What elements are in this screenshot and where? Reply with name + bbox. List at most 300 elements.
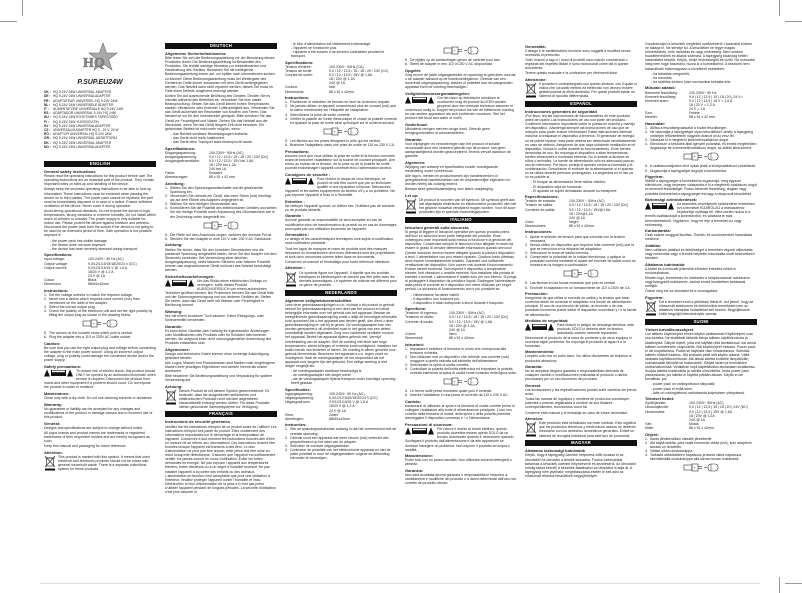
spec-value-line: 100-230V ~ 50Hz (AC) — [569, 199, 605, 204]
section-heading: Attention: — [44, 449, 63, 455]
step-text: Check the polarity of the electronic unit and set the right polarity by fitting the output plug as shown in the drawing below. — [49, 309, 153, 318]
step-text: Ne jamais utiliser un appareil consommant plus de courant (mA) que la valeur mentionnée sur l'étiquette de l'adaptateur. — [290, 104, 397, 113]
paragraph: Avoid strong operational demands. Do not expose the device to high temperatures, strong vibrations or extreme humidity. Do not install within reach of children or animals. The power supply is only suitable for indoor use. Please protect the device against moisture and wetness. Disconnect the power pack from the socket if the device is not going to be used for an extended period of time. Safe operation is not possible anymore if: — [44, 208, 156, 238]
spec-label: Abmessungen: — [165, 175, 189, 180]
column-italiano-espanol-magyar — [525, 42, 637, 479]
spec-label: Kleur: — [285, 412, 295, 417]
spec-label: Szín: — [645, 111, 653, 115]
spec-label: Dimensioni: — [405, 335, 424, 340]
bullet-item: - das Netzteil sichtbare Beschädigungen aufweist, — [171, 131, 249, 136]
electric-shock-warning-icon — [405, 427, 435, 436]
spec-row — [645, 426, 757, 430]
instruction-step — [44, 309, 156, 317]
step-text: Ne használja a tápegységet olyan készülékkel, amely a tápegység címkéjén feltüntetettnél nagyobb áramot (mA) vesz fel. — [650, 129, 753, 138]
paragraph: Conservez ce manuel et l'emballage pour toute référence ultérieure. — [285, 259, 391, 264]
weee-text: Dit product is voorzien van dit symbool. Dit symbool geeft aan dat afgedankte elektrische en elektronische producten niet met het gewone huisafval verwijderd mogen worden. Voor dit soort producten zijn er speciale inzamelingspunten. — [419, 197, 517, 215]
spec-value-line: 24V @ 1A — [689, 417, 706, 422]
paragraph: Le design et les caractéristiques techniques sont sujets à modification sans notification préalable. — [285, 237, 394, 246]
star-logo-icon — [79, 42, 121, 74]
section-heading: Especificaciones: — [525, 194, 559, 200]
paragraph: Ne nettoyer l'appareil qu'avec un chiffon sec. N'utilisez pas de solvants ou de produits abrasifs. — [285, 203, 395, 212]
step-number: 2. — [165, 194, 168, 199]
spec-value-line: 9,0 / 12 / 13,5 / 15V bei 1,6A — [209, 158, 254, 163]
instruction-step — [525, 255, 637, 267]
paragraph: Pulire solo con un panno asciutto. Non utilizzare solventi detergenti o abrasivi. — [405, 458, 513, 467]
step-number: 2. — [44, 296, 47, 301]
step-number: 4. — [645, 142, 648, 147]
spec-row — [645, 99, 757, 111]
section-heading: Yleiset turvallisuusohjeet — [645, 327, 694, 333]
spec-value — [449, 320, 492, 332]
spec-row — [285, 400, 397, 412]
crop-mark — [785, 21, 802, 22]
section-heading: Specificaties: — [285, 387, 311, 393]
instruction-step — [525, 243, 637, 251]
section-heading: Garantie: — [405, 136, 423, 142]
spec-row — [165, 159, 277, 171]
model-name: HQ 9-24V 24W YLEISSOVITIN — [53, 119, 99, 124]
spec-value-line: 9,0 / 12 / 13,5 / 15V @ 1,6A — [329, 73, 373, 78]
section-header: NEDERLANDS — [285, 290, 397, 296]
step-number: 3. — [44, 304, 47, 309]
language-code: DK : — [44, 140, 51, 145]
model-list — [44, 90, 156, 149]
step-text: Nunca utilice un dispositivo que requiera más corriente (mA) que la que se menciona en la etiqueta del adaptador. — [530, 242, 635, 251]
spec-value-line: Zwart — [329, 412, 338, 417]
section-heading: Allgemeines: — [165, 346, 190, 352]
spec-value-line: 9,0 | 12 | 13,5 | 15V @ 1,6A — [689, 409, 733, 414]
bullet-item: - power pack on vahingoittunut näkyvästi; — [651, 382, 716, 387]
language-code: GR : — [44, 136, 51, 141]
step-text: Plug the adapter into a 110 or 230V AC outlet socket. — [49, 335, 132, 340]
instruction-step — [405, 347, 517, 355]
section-heading: Ohjeet: — [645, 431, 659, 437]
spec-value-line: Musta — [689, 421, 699, 426]
spec-value — [689, 410, 732, 422]
step-text: Aseta jännitevalitsin oikealle jännitteelle. — [650, 436, 713, 441]
weee-notice — [405, 198, 517, 215]
spec-value — [689, 115, 715, 119]
model-name: ALIMENTATORE UNIVERSALE HQ 9-24V 24W — [53, 107, 124, 111]
spec-value-line: 100-230V~ 50Hz (AC) — [209, 150, 244, 155]
paragraph: Be sure that you use the right output plug and voltage before connecting the adapter to the main power source. Using an incorrect output voltage, plug or polarity could damage the connected device and/or the power supply. — [44, 346, 156, 363]
step-text: Never use a device which requires more current (mA) than mentioned on the label of the adapter. — [49, 296, 140, 305]
step-number: 1. — [525, 234, 528, 239]
instruction-step — [44, 297, 156, 305]
paragraph: Minden logó, termékmév és márkanév a tulajdonosának márkaneve vagy bejegyzett márkaneve, azokat ennek tiszteletben tartásával említjük. — [645, 276, 751, 289]
step-text: The arrows on the sockets show which pole is central. — [49, 331, 133, 336]
section-header: SUOMI — [645, 319, 757, 325]
step-number: 3. — [285, 443, 288, 448]
paragraph: Es kann keine Garantie oder Haftung für irgendwelche Änderungen oder Modifikationen des Produkts oder für Schäden übernommen werden, die aufgrund einer nicht ordnungsgemäßen Anwendung des Produkts entstanden sind. — [165, 328, 272, 345]
instruction-step — [405, 367, 517, 375]
step-text: Verwenden Sie niemals ein Gerät, das mehr Strom (mA) benötigt, als auf dem Etikett des Adapters angegeben ist. — [170, 194, 272, 203]
warning-text: Para reducir el peligro de descarga eléctrica, este producto SÓLO lo debería abrir un técnico autorizado cuando necesite reparación. Desconecte el producto de la toma de corriente y de otros equipos si ocurriera algún problema. No exponga el producto al agua ni a la humedad. — [525, 323, 635, 348]
step-number: 5. — [44, 331, 47, 336]
step-number: 2. — [405, 354, 408, 359]
spec-value-line: 9,0/12/13,5/15 V @ 1,6 A — [329, 400, 369, 405]
spec-value-line: 24V @ 1A — [569, 215, 586, 220]
spec-value — [88, 282, 109, 286]
section-heading: Généralités : — [285, 232, 310, 238]
plug-polarity-icon — [323, 127, 359, 137]
spec-value-line: 24 V @ 1A — [329, 408, 346, 413]
spec-value — [569, 208, 610, 220]
section-heading: Consignes de sécurité : — [285, 171, 331, 177]
section-heading: Spécifications: — [285, 59, 314, 65]
spec-label: Méretei: — [645, 115, 658, 120]
spec-value-line: 18 | 20V @ 1,2A — [689, 413, 715, 418]
paragraph: Wijziging van ontwerp en specificaties zonder voorafgaande mededeling onder voorbehoud. — [405, 164, 498, 173]
safety-warning — [285, 177, 397, 197]
step-text: Steek de adapter in een 110 of 230 V AC stopcontact. — [410, 62, 494, 67]
section-heading: Garantie : — [285, 213, 304, 219]
paragraph: Kérjük, hogy a tápegység üzembe helyezése előtt olvassa el az útmutatót! Az útmutató a termék tartozéka. Fontos tudnivalókat tartalmaz a készülék üzembe helyezéséről és kezeléséről. Az útmutatót mindig tartsa kéznél! A készülék átadásakor az útmutatót is adja át. A tápegység nem javítható; meghibásodása esetén le kell adni az elhasznált villamos készülékek begyűjtőhelyén. — [525, 453, 636, 478]
step-text: Les flèches sur les prises désignent le pôle qui est central. — [290, 138, 381, 143]
section-heading: Sicherheitsvorkehrungen: — [165, 273, 215, 279]
spec-value — [209, 175, 235, 179]
section-heading: Wartung: — [165, 308, 183, 314]
language-code: RO : — [44, 132, 51, 137]
spec-label: Ausgangsspannung: — [165, 154, 197, 159]
section-header: ESPAÑOL — [525, 101, 637, 107]
step-text: Älä käytä laitetta, joka vaatii enemmän virtaa (mA), kuin adapterin tarraan on ilmoitettu. — [650, 440, 752, 449]
spec-value-line: 9,0 / 12 / 13,5 / 15V @ 1,6A — [449, 319, 493, 324]
spec-row — [405, 320, 517, 332]
model-name: ADAPTOR UNIVERSAL HQ 9-24V 24W — [53, 132, 112, 137]
paragraph: Bewaar deze gebruiksaanwijzing voor latere raadpleging. — [405, 187, 494, 192]
spec-label: Dimension: — [44, 281, 62, 286]
svg-text:+: + — [453, 48, 456, 53]
section-heading: Biztonsági óvintézkedések: — [645, 197, 698, 203]
spec-value — [449, 336, 474, 340]
paragraph: No se aceptará ninguna garantía o responsabilidad derivada de cualquier cambio o modificaciones realizadas al producto o daños provocados por un uso incorrecto del producto. — [525, 369, 628, 382]
step-number: 6. — [165, 236, 168, 241]
section-heading: Atención: — [525, 416, 544, 422]
svg-text:+: + — [693, 465, 696, 471]
paragraph: All logos brands and product names are trademarks or registered trademarks of their respective holders and are hereby recognized as such. — [44, 430, 150, 443]
spec-value-line: 88 x 51 x 42mm — [689, 425, 714, 430]
instruction-step — [44, 335, 156, 339]
section-heading: Algemene veiligheidsvoorschriften — [285, 297, 352, 303]
spec-label: Bemeneti feszültség: — [645, 90, 678, 95]
spec-value-line: 100-230V~ 50Hz (CA) — [329, 64, 364, 69]
step-number: 5. — [285, 138, 288, 143]
section-header: MAGYAR — [525, 440, 637, 446]
plug-polarity-icon — [82, 319, 118, 329]
language-code: NO : — [44, 144, 51, 149]
weee-notice — [165, 389, 277, 409]
spec-label: Uitgangsstroom: — [285, 400, 311, 405]
step-number: 1. — [645, 436, 648, 441]
section-heading: Figyelem: — [645, 174, 664, 180]
spec-value — [329, 417, 350, 421]
spec-label: Colour: — [44, 277, 56, 282]
weee-text: Ce symbole figure sur l'appareil. Il signifie que les produits électriques et électroniques ne doivent pas être jetés avec les déchets domestiques. Le système de collecte est différent pour ce genre de produits. — [299, 270, 397, 287]
spec-label: Syöttöjännite: — [645, 401, 667, 406]
section-heading: Warranty: — [44, 401, 63, 407]
step-number: 6. — [44, 335, 47, 340]
section-heading: Entretien : — [285, 198, 305, 204]
section-heading: Instrucciones: — [525, 229, 553, 235]
spec-label: Kimeneti áram: — [645, 98, 669, 103]
paragraph: Tous les logos de marques et noms de produits sont des marques déposées ou immatriculées dont leurs détenteurs sont les propriétaires et sont donc reconnues comme telles dans ce documents. — [285, 246, 395, 259]
section-heading: Általános biztonsági tudnivalók — [525, 448, 586, 454]
instruction-step — [525, 286, 637, 290]
paragraph: Assurez-vous que vous utilisez la prise de sortie et la tension correctes avant de brancher l'adaptateur sur la source de courant principale. Une erreur au niveau de la tension, de la prise ou de la polarité de sortie pourrait endommager l'appareil connecté et/ou l'alimentation secteur. — [285, 153, 396, 170]
step-text: Die Pfeile auf dem Anschluss zeigen, welches der zentrale Pol ist. — [170, 232, 273, 237]
crop-mark — [22, 0, 23, 16]
spec-row — [525, 224, 637, 228]
spec-value-line: 9,0 | 12 | 13,5 | 15 | 18 | 20 | 24V (DC) — [689, 405, 748, 410]
plug-polarity-diagram — [645, 463, 757, 473]
plug-polarity-diagram — [405, 46, 517, 56]
bullet-item: - El dispositivo deja de funcionar; — [531, 184, 583, 189]
bullet-item: - l'appareil ne fonctionne plus — [291, 46, 337, 51]
bullet-item: - le bloc d'alimentation est visiblement endommagé — [291, 42, 371, 46]
language-code: DE : — [44, 94, 51, 99]
spec-value-line: 24V @ 1A — [449, 327, 466, 332]
instruction-step — [285, 117, 397, 125]
svg-text:+: + — [213, 222, 216, 228]
spec-value-line: 9,0 / 12 / 13,5 / 15 / 18 / 20 / 24V (DC) — [449, 315, 509, 320]
paragraph: Las ilustraciones y las especificaciones podrán sufrir cambios sin previo aviso. — [525, 388, 637, 397]
spec-value-line: 88 x 51 x 42 mm — [209, 175, 235, 180]
language-code: CZ : — [44, 128, 51, 133]
paragraph: Stellen Sie sicher, dass Sie den korrekten Stromstecker und die passende Spannung ausgewählt haben, bevor Sie den Adapter mit dem Stromnetz verbinden. Bei Verwendung einer falschen Ausgangsspannung, eines falschen Steckers oder falscher Polarität können das angeschlossene Gerät und/oder das Netzteil beschädigt werden. — [165, 247, 277, 272]
spec-label: Afmetingen: — [285, 416, 304, 421]
spec-label: Farbe: — [165, 171, 176, 176]
warning-text: Per ridurre il rischio di shock elettrico, questo prodotto dovrebbe essere aperto SOLO da un tecnico autorizzato quando è necessario ripararlo. Scollegare il prodotto dall'alimentazione e da altri apparecchi se dovesse insorgere un problema. Non esporre il prodotto ad acqua o umidità. — [405, 427, 515, 452]
warning-text: Az áramütés veszélyének csökkentése érdekében ezt a terméket KIZÁRÓLAG a márkaszerviz képviselője nyithatja fel. Hiba esetén húzza ki a termék csatlakozóját a konnektorból, és válassza le más berendezésekről. Vigyázzon, hogy ne érje a terméket víz vagy nedvesség. — [645, 202, 755, 227]
section-heading: Jótállás: — [645, 243, 662, 249]
plug-polarity-diagram — [44, 319, 156, 329]
section-heading: Specifications: — [44, 252, 73, 258]
spec-row — [285, 90, 397, 94]
section-heading: Achtung: — [165, 383, 183, 389]
section-heading: Műszaki adatok: — [645, 85, 676, 91]
instruction-step — [525, 235, 637, 243]
plug-polarity-icon — [683, 463, 719, 473]
paragraph: Őrizze meg ezt az útmutatót és a csomagolást. — [645, 289, 718, 294]
page-bottom-rule — [40, 583, 760, 584]
step-number: 6. — [405, 393, 408, 398]
section-heading: Veiligheidsvoorzorgsmaatregelen: — [405, 90, 471, 96]
step-text: Las flechas en las tomas muestran qué polo es central. — [530, 281, 616, 286]
spec-value-line: 88 x 51 x 42mm — [329, 89, 354, 94]
paragraph: Keep this manual and packaging for future reference. — [44, 444, 127, 449]
spec-label: Output voltage: — [44, 261, 68, 266]
column-francais-nederlands — [285, 42, 397, 460]
section-heading: Figyelem: — [645, 295, 664, 301]
section-heading: Istruzioni generali sulla sicurezza — [405, 225, 469, 230]
section-heading: Karbantartás: — [645, 228, 672, 234]
spec-label: Tensione di ingresso: — [405, 311, 438, 316]
svg-text:+: + — [453, 379, 456, 385]
paragraph: Always keep the enclosed operating instructions to be able to look up information! These instructions must be enclosed when passing the device on to third parties. The power pack cannot be repaired; the part must be immediately disposed of in case of a defect. Ensure sufficient ventilation of the device. Never cover it during operation. — [44, 187, 153, 208]
weee-text: Ezt a terméket ezzel a jelöléssel láttuk el. Azt jelenti, hogy az elhasznált elektromos és elektronikus termékeket nem az általános háztartási hulladékkal kell kezelni. Begyűjtésükre külön begyűjtő létesítmények vannak. — [659, 300, 754, 317]
step-text: A csatlakozóaljzaton lévő nyilak jelzik a középcsatlakozó polaritását. — [650, 164, 756, 169]
safety-warning — [165, 279, 277, 308]
instruction-step — [645, 130, 757, 138]
step-text: Kontrollieren Sie die Polarität des elektronischen Gerätes und stellen Sie die richtige Polarität durch Anpassung des Stromsteckers wie in der Zeichnung unten dargestellt ein. — [170, 206, 277, 219]
spec-value-line: 100-240V~ 50 Hz (AC) — [88, 257, 124, 262]
crop-mark — [779, 577, 780, 593]
section-heading: Precaución: — [525, 291, 548, 297]
spec-value-line: 100-240V~ 50 Hz (AC) — [329, 392, 365, 397]
step-number: 3. — [645, 138, 648, 143]
section-heading: Spezifikationen: — [165, 145, 196, 151]
section-heading: Instructions de sécurité générales — [165, 419, 230, 425]
paragraph: Lees deze gebruiksaanwijzingen a.u.b. voordat u dit product in gebruik neemt! De gebruiksaanwijzing is een deel van het product en bevat belangrijke informatie over het gebruik van het apparaat. Bewaar de meegeleverde gebruiksaanwijzing zodat u altijd de benodigde informatie kunt opzoeken! Als u het apparaat aan derden geeft, dan dient u deze gebruiksaanwijzing er ook bij te geven. De voedingsadapter kan niet worden gerepareerd; dit onderdeel moet in het geval van een defect onmiddellijk worden afgedankt. Zorg voor voldoende ventilatie rondom het apparaat. Bedek het apparaat tijdens gebruik niet. Vermijd overbelasting van de adapter. Stel de voeding niet bloot aan hoge temperaturen, sterke trillingen of extreme luchtvochtigheid. Installeer het buiten bereik van kinderen of dieren. De voeding is alleen geschikt voor gebruik binnenshuis. Bescherm het apparaat a.u.b. tegen vocht en vochtigheid. Haal de voedingsadapter uit het stopcontact als het apparaat voor langere tijd niet gebruikt. Een veilige werking is niet langer mogelijk als: — [285, 302, 397, 369]
spec-value-line: Fekete — [689, 111, 700, 115]
paragraph: Non sarà accettata alcuna garanzia o responsabilità in relazione a cambiamenti e modifiche del prodotto o a danni determinati dall'uso non corretto del prodotto stesso. — [405, 473, 517, 486]
step-text: Enchufe el adaptador en un tomacorriente de 110 ó 230V de CA. — [530, 285, 631, 290]
model-name: HQ 9-24V 24W UNIVERSELE ADAPTER — [53, 102, 114, 107]
section-heading: Safety precautions: — [44, 363, 82, 369]
step-text: Stel de spanningsschakelaar zodanig in dat het overeenkomt met de vereiste spanning. — [290, 427, 397, 436]
spec-label: Uitgangsspanning: — [285, 396, 314, 401]
step-text: Select the correct output plug. — [49, 304, 96, 309]
step-text: Stecken Sie den Adapter in eine 110 V oder 230 V AC Steckdose. — [170, 236, 272, 241]
step-number: 2. — [645, 129, 648, 134]
model-name: UNIVERZÁLNÍ ADAPTÉR HQ 9 - 24 V, 24 W — [53, 128, 119, 133]
crop-mark — [779, 0, 780, 16]
paragraph: Design und technische Daten können ohne vorherige Ankündigung geändert werden. — [165, 351, 269, 360]
step-text: Set the voltage selector to match the required voltage. — [49, 292, 133, 297]
step-number: 4. — [285, 116, 288, 121]
crop-mark — [785, 583, 802, 584]
section-heading: Istruzioni: — [405, 341, 425, 347]
spec-row — [645, 115, 757, 119]
instruction-step — [285, 448, 397, 460]
section-heading: Anleitung: — [165, 180, 185, 186]
svg-text:+: + — [92, 321, 95, 327]
instruction-step — [165, 237, 277, 241]
bullet-item: - ha láthatóan megsérült, — [651, 71, 690, 76]
step-text: Állítsa a feszültségválasztót a kívánt feszültségre. — [650, 125, 728, 130]
step-text: Valitse oikea ulostulotulppa. — [650, 448, 694, 453]
spec-value-line: 88x51x42mm — [88, 281, 110, 286]
section-heading: Általános tudnivalók: — [645, 261, 686, 267]
spec-value-line: 9,0 / 12 / 13,5 / 15 / 18 / 20 / 24V (CC) — [329, 69, 389, 74]
section-heading: Algemeen: — [405, 159, 426, 165]
model-name: HQ 9-24V 24W UNIVERSALADAPTER — [53, 144, 111, 149]
plug-polarity-diagram — [405, 377, 517, 387]
spec-value-line: 18 / 20V@1,2A — [569, 211, 593, 216]
step-text: Positionner le sélecteur de tension en face de la tension requise. — [290, 100, 391, 105]
svg-text:-: - — [472, 379, 474, 385]
model-name: HQ 9-24V 24W UNIVERSAL ADAPTER — [53, 140, 112, 145]
model-name: HQ 9-24V 24W UNIVERSAL ΑΝΤΑΠΤΟΡΑΣ — [53, 136, 118, 141]
step-number: 6. — [645, 168, 648, 173]
step-number: 2. — [645, 440, 648, 445]
language-code: IT : — [44, 107, 49, 111]
spec-label: Ulostulojännite: — [645, 405, 669, 410]
spec-row — [165, 175, 277, 179]
step-number: 6. — [525, 285, 528, 290]
bullet-item: - de voedingsadapter niet langer werkt — [291, 373, 351, 378]
paragraph: Todas las marcas de logotipos y nombres de productos constituyen patentes o marcas registradas a nombre de sus titulares correspondientes, reconocidos como tal. — [525, 397, 630, 410]
section-heading: Attention : — [285, 265, 305, 271]
model-name: ADAPTATEUR UNIVERSEL HQ 9-24V 24W — [53, 98, 118, 103]
step-number: 1. — [165, 185, 168, 190]
spec-value-line: 9,0 | 12 | 13,5 | 15 V = 1,6 A — [689, 98, 733, 103]
spec-label: Väri: — [645, 421, 653, 426]
weee-notice — [525, 82, 637, 99]
spec-value-line: Black — [88, 277, 97, 282]
spec-value-line: 18 / 20V bei 1,2A — [209, 162, 236, 167]
bullet-item: - il dispositivo è stato sottoposto a sforzi durante il trasporto. — [411, 300, 504, 305]
plug-polarity-icon — [683, 152, 719, 162]
spec-value-line: 18 / 20V @ 1,2A — [329, 77, 355, 82]
electric-shock-warning-icon — [405, 96, 435, 105]
bullet-item: - ha szállítás közben túlzó mechanikai behatás érte. — [651, 79, 732, 84]
step-number: 2. — [525, 242, 528, 247]
spec-value-line: 9,0 / 12 / 13,5 / 15 / 18 / 20 / 24V (DC) — [209, 154, 269, 159]
weee-notice — [645, 300, 757, 317]
section-heading: Allgemeine Sicherheitshinweise — [165, 51, 226, 56]
paragraph: Conserve este manual y el embalaje en caso de futura necesidad. — [525, 410, 628, 415]
bullet-item: - als de voedingsadapter tijdens transport onder krachtige spanning heeft gestaan — [291, 377, 396, 386]
section-heading: Precauzioni di sicurezza: — [405, 422, 453, 428]
bullet-item: - ha elromlott, — [651, 75, 673, 80]
instruction-step — [165, 186, 277, 194]
language-code: NL : — [44, 102, 51, 107]
section-heading: Opgelet: — [405, 67, 422, 73]
paragraph: Lue laitteen käyttöohjeet ennen käytön aloittamista! Käyttöohjeet ovat osa tuotetta. Ne sisältävät tärkeitä tietoja laitteen käyttöönotosta ja käsittelystä. Säilytä ohjeet, jotta voit käyttää niitä tarvittaessa! Jos annat laitteen kolmannelle osapuolelle, liitä käyttöohjeet mukaan. Power pack ei ole korjattavissa. Poista se käytöstä viian ilmaantuessa. Varmista laitteen riittävä tuuletus. Älä koskaan peitä sitä käytön aikana. Vältä raskasta käyttökuormitusta. Älä altista laitetta korkeille lämpötiloille, voimakkaalle tärinälle tai kosteudelle. Säilytä lasten ja lemmikkien ulottumattomissa. Virtalähde sopii käytettäväksi ainoastaan sisätiloissa. Suojaa laitetta kosteudelta ja märkiä olosuhteilta. Irrota power pack pistorasiasta, jos laitetta ei käytetä pitkään aikaan. Käyttö ei ole turvallista, jos: — [645, 332, 756, 382]
spec-value — [689, 426, 714, 430]
section-header: ITALIANO — [405, 217, 517, 223]
paragraph: Tutti i marchi a logo e i nomi di prodotti sono marchi commerciali o registrati dei rispettivi titolari e sono riconosciuti come tali in queste documento. — [525, 57, 629, 70]
step-number: 6. — [405, 62, 408, 67]
spec-row — [44, 266, 156, 278]
spec-value-line: 88 x 51 x 42mm — [449, 335, 474, 340]
weee-notice — [44, 455, 156, 472]
model-name: HQ 9-24V 24W UNIVERSALADAPTER — [53, 94, 111, 99]
electric-shock-warning-icon — [285, 177, 315, 186]
spec-value-line: 24V bei 1A — [209, 167, 227, 172]
plug-polarity-icon — [443, 377, 479, 387]
bullet-item: - power pack ei enää toimi; — [651, 386, 693, 391]
paragraph: Il design e le caratteristiche tecniche sono soggetti a modifica senza necessità di preavviso. — [525, 48, 631, 57]
svg-text:+: + — [333, 128, 336, 134]
section-heading: Generalità: — [525, 43, 546, 49]
step-text: Ajuste el selector de tensión para que coincida con la tensión necesaria. — [530, 234, 625, 243]
step-text: De pijltjes op de aansluitingen geven de centrale pool aan. — [410, 58, 501, 63]
bullet-item: - the device does not work anymore — [50, 242, 106, 247]
section-heading: Instructions: — [285, 95, 310, 101]
paragraph: Aucune garantie ou responsabilité ne sera acceptée en cas de modification et/ou de transformation du produit ou en cas de dommages provoqués par une utilisation incorrecte de l'appareil. — [285, 218, 397, 231]
step-text: Controleer de polariteit van het elektronische apparaat en stel de juiste polariteit in door de uitgangsstekker volgens de afbeelding hieronder te bevestigen. — [290, 447, 391, 461]
warning-text: Pour réduire le risque de choc électrique, ce produit ne doit être ouvert que par un technicien qualifié si une réparation s'impose. Débranchez l'appareil et les autres équipements du secteur s'il y a un problème. Ne pas exposer l'appareil à l'eau ni à l'humidité. — [285, 176, 395, 197]
bullet-item: - El bloque de alimentación tiene daños visibles; — [531, 180, 606, 185]
svg-text:-: - — [352, 128, 354, 134]
paragraph: Designs and specifications are subject to change without notice. — [44, 425, 144, 430]
spec-label: Courant de sortie: — [285, 73, 313, 78]
step-number: 6. — [285, 142, 288, 147]
step-number: 1. — [44, 292, 47, 297]
electric-shock-warning-icon — [645, 202, 675, 211]
plug-polarity-diagram — [165, 221, 277, 231]
model-name: HQ 9-24V 24W UNIVERSAL ADAPTER — [53, 90, 112, 95]
instruction-step — [645, 142, 757, 150]
step-number: 1. — [285, 427, 288, 432]
step-number: 1. — [405, 346, 408, 351]
paragraph: Si prega di leggere le istruzioni operative per questo prodotto prima dell'uso! Le istruzioni sono parte integrante del prodotto. Esse contengono note importanti sulla messa in funzione e la gestione del dispositivo. Conservare sempre le istruzioni d'uso allegate in modo da essere in grado di cercare determinate informazioni quando servono! Queste istruzioni devono essere allegate quando si passa il dispositivo a terzi. L'alimentatore non può essere riparato. Qualora fosse difettoso deve essere immediatamente smaltito. Garantire una sufficiente ventilazione del dispositivo. Non coprire mai durante il funzionamento. Evitare carichi eccessivi. Non esporre il dispositivo a temperature elevate, forti vibrazioni o umidità estrema. Non installare alla portata di bambini o animali. L'alimentatore è adatto solo per uso interno. Si prega di proteggere il dispositivo da umidità e liquidi. Scollegare l'alimentatore dalla presa di corrente se il dispositivo non viene utilizzato per lunghi periodi. La sicurezza di funzionamento non è più possibile se: — [405, 230, 517, 292]
paragraph: Zorg ervoor de juiste uitgangsstekker en spanning te gebruiken voordat u de adapter aansluit op de hoofdvoedingsbron. Gebruik van een incorrecte uitgangsspanning, stekker of polariteit kan het aangesloten apparaat en/of de voeding beschadigen. — [405, 72, 516, 90]
spec-value-line: 88 x 51 x 42 mm — [689, 115, 715, 120]
